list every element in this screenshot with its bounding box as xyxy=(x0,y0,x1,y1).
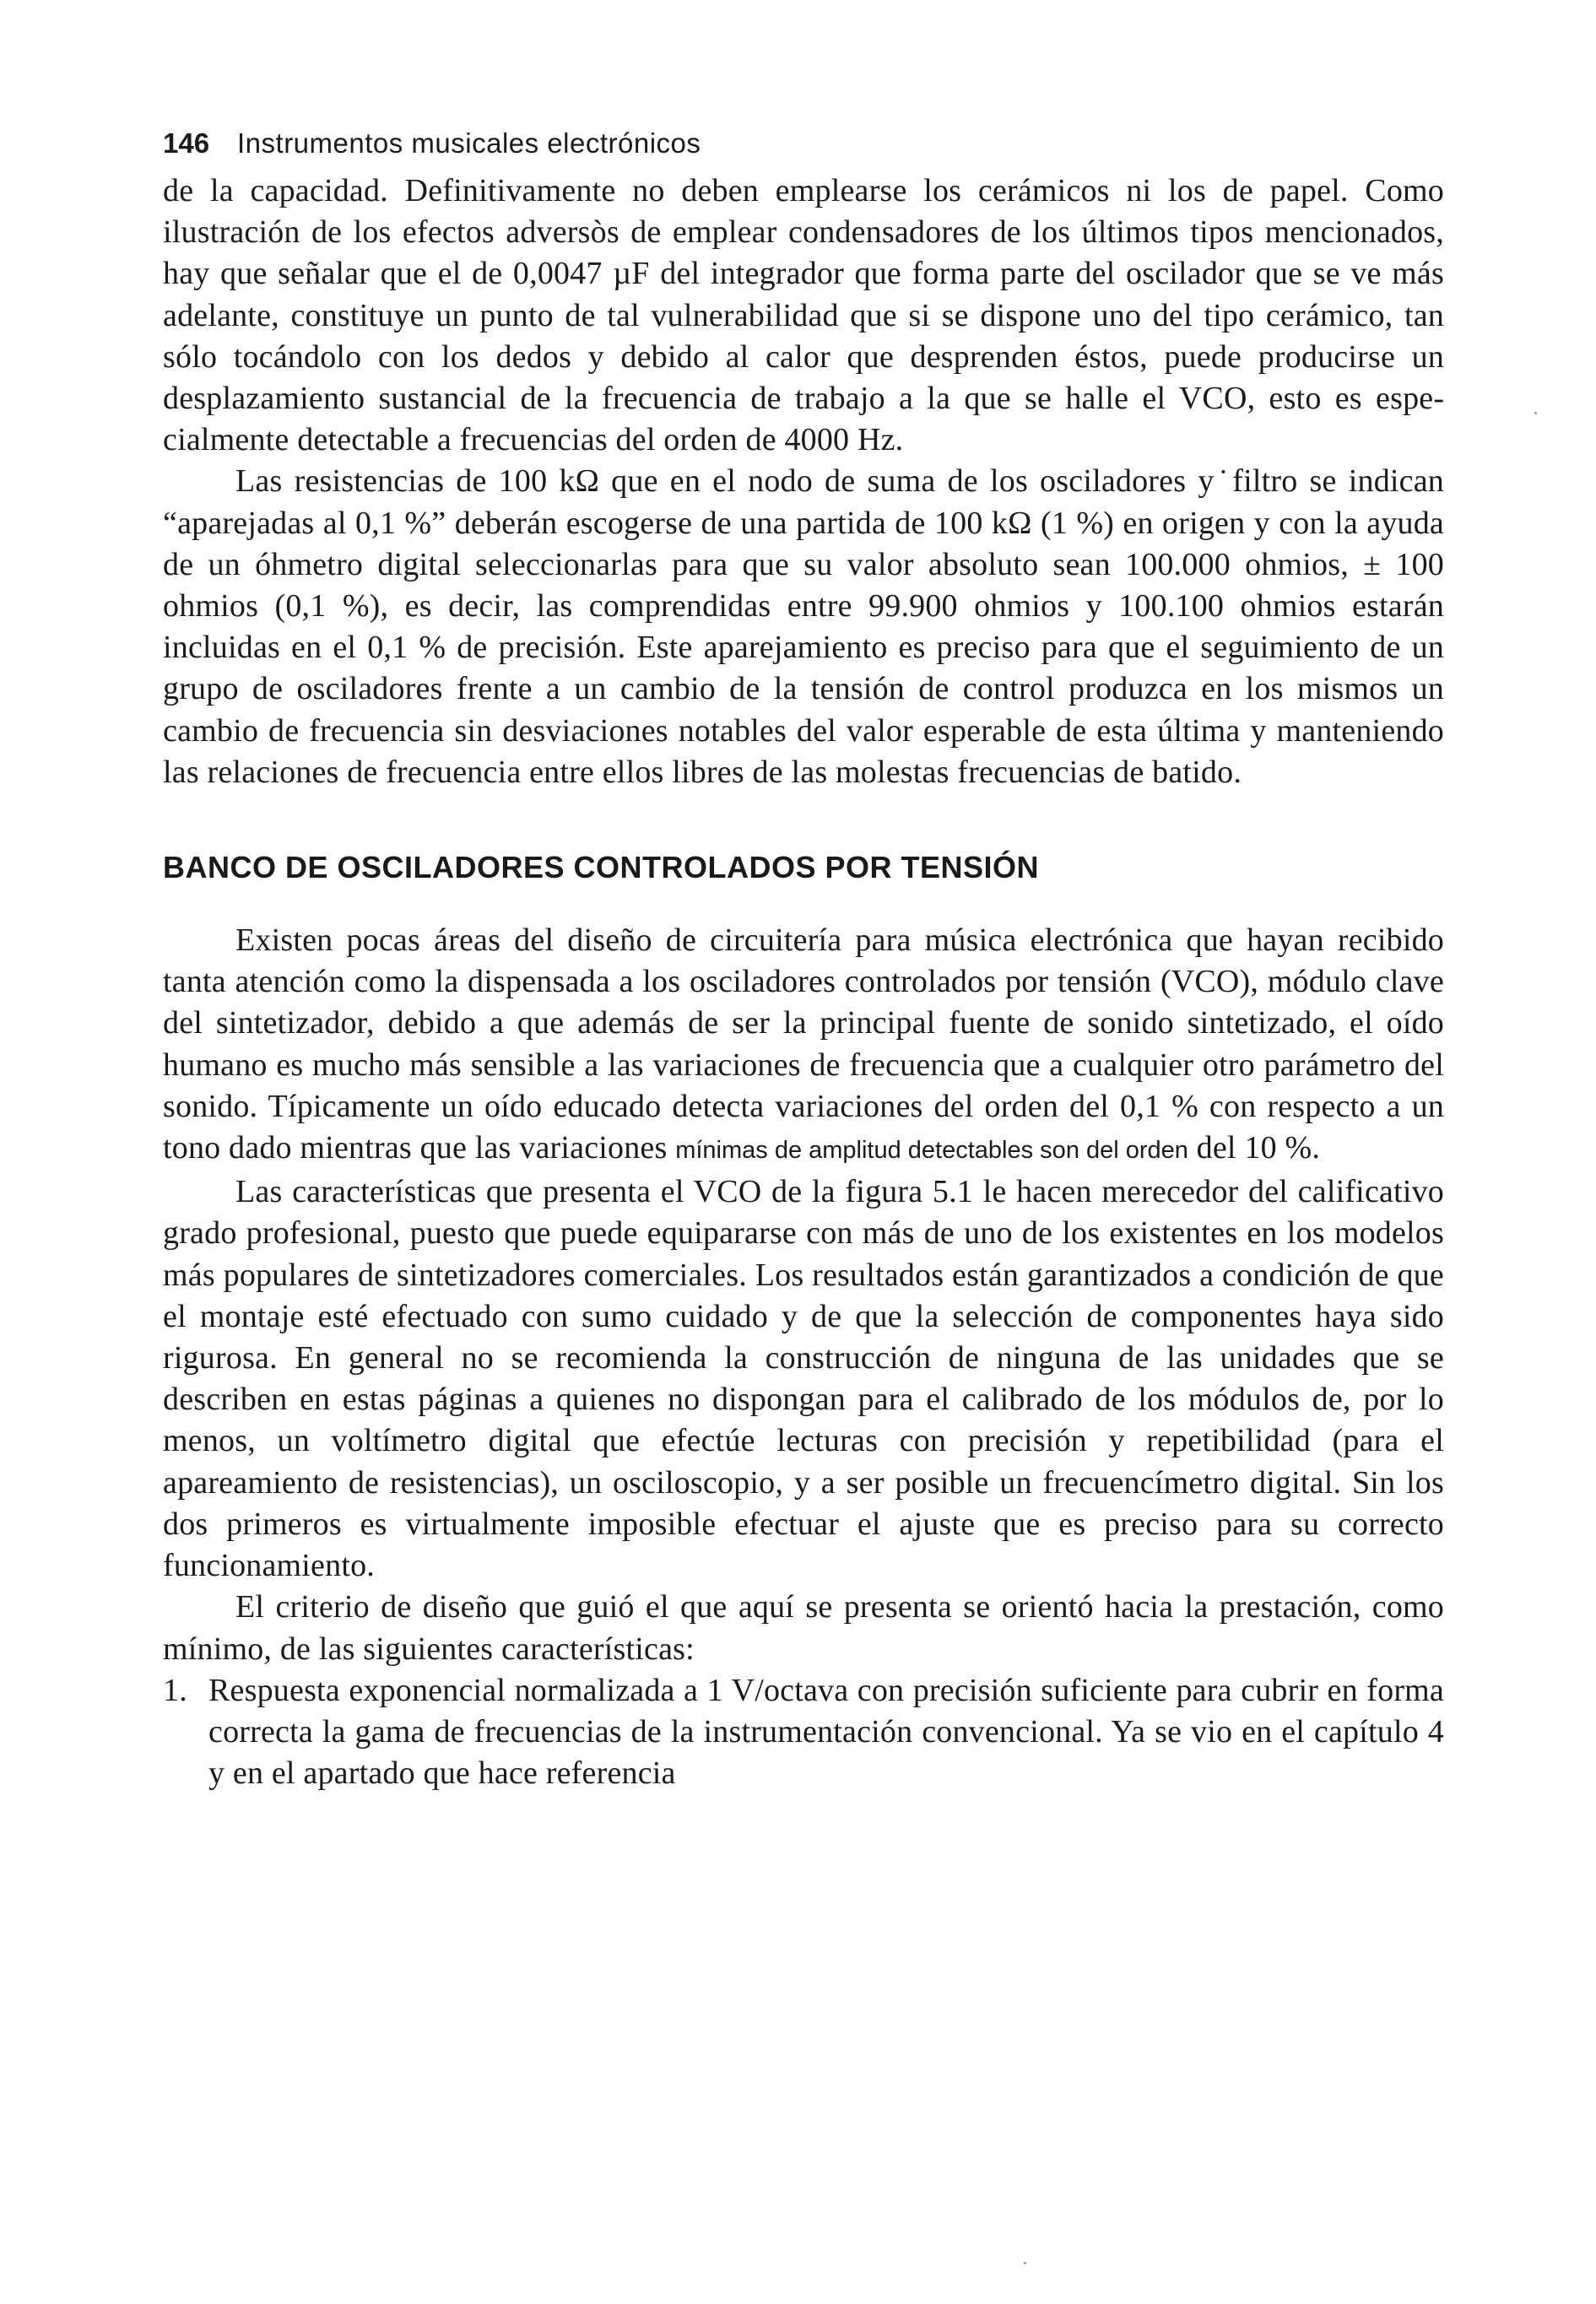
scan-speck xyxy=(1534,412,1537,414)
scan-speck xyxy=(1024,2262,1026,2264)
characteristics-list xyxy=(163,1670,1444,1795)
page-number: 146 xyxy=(163,127,210,159)
paragraph-vco-features: Las características que presenta el VCO de la figura 5.1 le hacen merecedor del calificativo grado profesional, puesto que puede equipararse con más de uno de los existentes en los modelos más populares de sintetizadores comerciales. Los resultados están garantizados a condición de que el montaje esté efectuado con sumo cuidado y de que la selección de componentes haya sido rigurosa. En general no se recomienda la construcción de ninguna de las unidades que se describen en estas páginas a quienes no dispongan para el calibrado de los módulos de, por lo menos, un voltímetro digital que efectúe lecturas con precisión y repetibilidad (para el apareamiento de resistencias), un osciloscopio, y a ser posible un frecuencímetro digital. Sin los dos primeros es virtualmente imposible efectuar el ajuste que es preciso para su correcto funcionamiento. xyxy=(163,1174,1444,1584)
running-header xyxy=(163,127,1444,160)
list-item-text: Respuesta exponencial normalizada a 1 V/octava con precisión suficiente para cubrir en forma correcta la gama de frecuencias de la instrumentación convencional. Ya se vio en el capítulo 4 y en el apartado que hace referencia xyxy=(208,1672,1444,1792)
paragraph-vco-intro xyxy=(163,920,1444,1171)
book-page xyxy=(163,127,1444,1794)
paragraph-resistors: Las resistencias de 100 kΩ que en el nodo de suma de los osciladores y˙filtro se indican “aparejadas al 0,1 %” deberán escogerse de una partida de 100 kΩ (1 %) en origen y con la ayuda de un óhmetro digital seleccionarlas para que su valor absoluto sean 100.000 ohmios, ± 100 ohmios (0,1 %), es decir, las comprendidas entre 99.900 ohmios y 100.100 ohmios estarán incluidas en el 0,1 % de precisión. Este aparejamiento es preciso para que el seguimiento de un grupo de osciladores frente a un cambio de la tensión de control produzca en los mismos un cambio de frecuencia sin desviaciones notables del valor esperable de esta última y manteniendo las relaciones de frecuencia entre ellos libres de las molestas frecuencias de batido. xyxy=(163,463,1444,790)
paragraph-design-criteria: El criterio de diseño que guió el que aquí se presenta se orientó hacia la prestación, como mínimo, de las siguientes características: xyxy=(163,1589,1444,1667)
paragraph-capacitors: de la capacidad. Definitivamente no deben emplearse los cerámicos ni los de papel. Como ilustración de los efectos adversòs de emplear condensadores de los últimos tipos mencionados, hay que señalar que el de 0,0047 µF del integrador que forma parte del oscilador que se ve más adelante, constituye un punto de tal vulnerabilidad que si se dispone uno del tipo cerámico, tan sólo tocándolo con los dedos y debido al calor que desprenden éstos, puede producirse un desplazamiento sustancial de la frecuencia de trabajo a la que se halle el VCO, esto es especialmente detectable a frecuencias del orden de 4000 Hz. xyxy=(163,173,1444,458)
list-item xyxy=(163,1670,1444,1795)
book-title: Instrumentos musicales electrónicos xyxy=(237,127,701,159)
vco-intro-text: Existen pocas áreas del diseño de circuitería para música electrónica que hayan recibido tanta atención como la dispensada a los osciladores controlados por tensión (VCO), módulo clave del sintetizador, debido a que además de ser la principal fuente de sonido sintetizado, el oído humano es mucho más sensible a las variaciones de frecuencia que a cualquier otro parámetro del sonido. Típicamente un oído educado detecta variaciones del orden del 0,1 % con respecto a un tono dado mientras que las variaciones xyxy=(163,922,1444,1166)
vco-intro-end: del 10 %. xyxy=(1196,1130,1321,1166)
list-item-marker: 1. xyxy=(163,1672,187,1708)
section-heading: BANCO DE OSCILADORES CONTROLADOS POR TENSIÓN xyxy=(163,850,1040,885)
vco-intro-small-text: mínimas de amplitud detectables son del orden xyxy=(675,1137,1188,1165)
